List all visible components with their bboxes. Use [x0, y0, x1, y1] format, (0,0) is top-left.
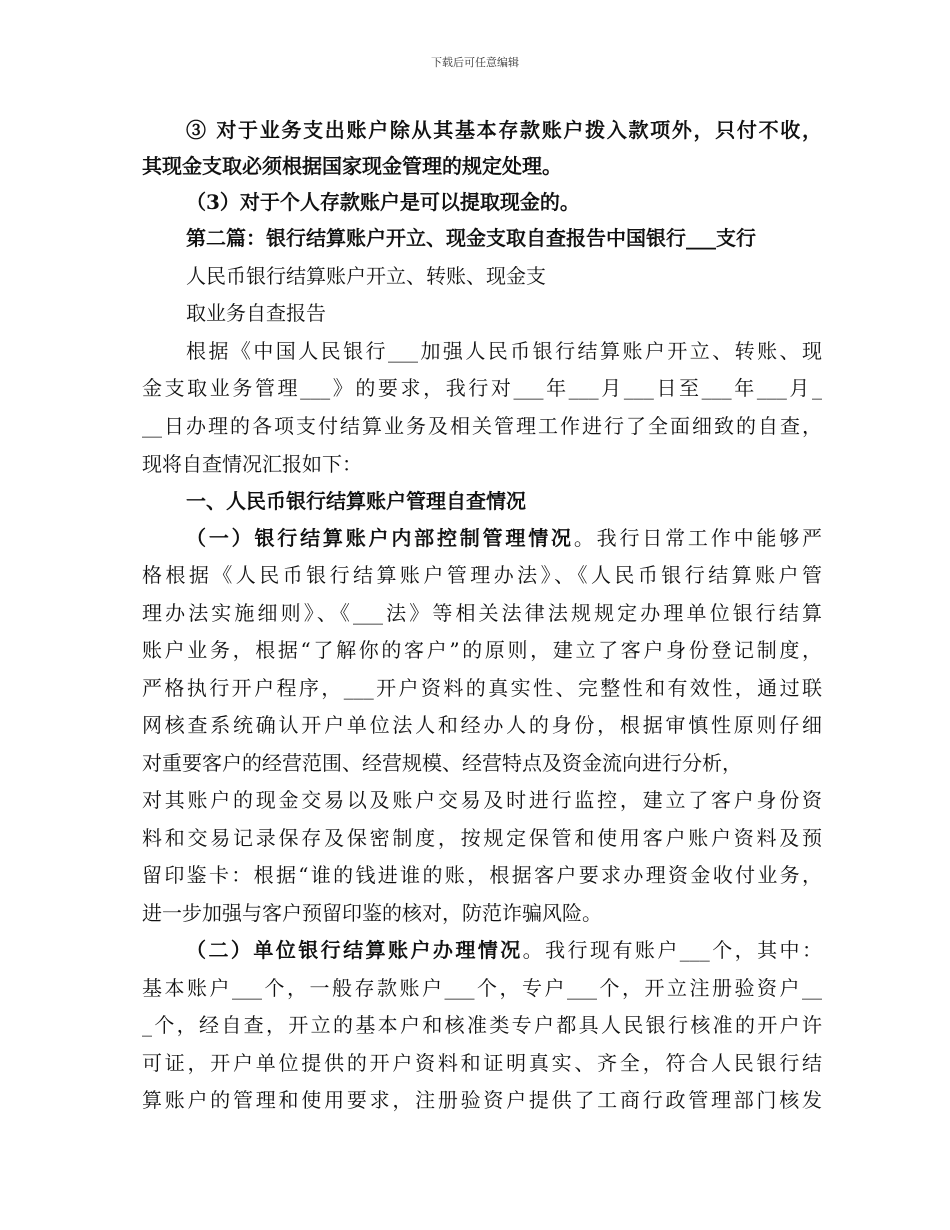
- text-line: __日办理的各项支付结算业务及相关管理工作进行了全面细致的自查，: [142, 414, 822, 438]
- page-header: 下载后可任意编辑: [431, 56, 519, 69]
- text-line: 其现金支取必须根据国家现金管理的规定处理。: [142, 154, 562, 178]
- text-line: 人民币银行结算账户开立、转账、现金支: [186, 264, 546, 288]
- text-line: 对其账户的现金交易以及账户交易及时进行监控，建立了客户身份资: [142, 788, 822, 812]
- text-line: 基本账户___个，一般存款账户___个，专户___个，开立注册验资户__: [142, 976, 822, 1000]
- text-line: 账户业务，根据“了解你的客户”的原则，建立了客户身份登记制度，: [142, 638, 822, 662]
- text-line: 根据《中国人民银行___加强人民币银行结算账户开立、转账、现: [186, 339, 822, 363]
- text-line: 严格执行开户程序，___开户资料的真实性、完整性和有效性，通过联: [142, 676, 822, 700]
- text-line: [186, 936, 822, 964]
- section-heading: 一、人民币银行结算账户管理自查情况: [186, 489, 526, 513]
- text-line: 理办法实施细则》、《___法》等相关法律法规规定办理单位银行结算: [142, 601, 822, 625]
- text-line: 留印鉴卡：根据“谁的钱进谁的账，根据客户要求办理资金收付业务，: [142, 863, 822, 887]
- text-line: [186, 524, 822, 552]
- text-line: 格根据《人民币银行结算账户管理办法》、《人民币银行结算账户管: [142, 563, 822, 587]
- text-line: （3）对于个人存款账户是可以提取现金的。: [186, 190, 580, 214]
- section-heading: 第二篇：银行结算账户开立、现金支取自查报告中国银行___支行: [186, 226, 756, 250]
- text-line: 金支取业务管理___》的要求，我行对___年___月___日至___年___月_: [142, 376, 822, 400]
- subsection-heading: （二）单位银行结算账户办理情况: [186, 938, 523, 962]
- text-line: 对重要客户的经营范围、经营规模、经营特点及资金流向进行分析，: [142, 751, 742, 775]
- text-line: 网核查系统确认开户单位法人和经办人的身份，根据审慎性原则仔细: [142, 713, 822, 737]
- text-line: 料和交易记录保存及保密制度，按规定保管和使用客户账户资料及预: [142, 826, 822, 850]
- text-line: ③ 对于业务支出账户除从其基本存款账户拨入款项外，只付不收，: [186, 118, 822, 142]
- text-line: 现将自查情况汇报如下：: [142, 452, 362, 476]
- text-line: 可证，开户单位提供的开户资料和证明真实、齐全，符合人民银行结: [142, 1051, 822, 1075]
- subsection-heading: （一）银行结算账户内部控制管理情况: [186, 526, 574, 550]
- text-line: 取业务自查报告: [186, 301, 326, 325]
- text-line: _个，经自查，开立的基本户和核准类专户都具人民银行核准的开户许: [142, 1013, 822, 1037]
- text-line: 进一步加强与客户预留印鉴的核对，防范诈骗风险。: [142, 901, 602, 925]
- text-line: 算账户的管理和使用要求，注册验资户提供了工商行政管理部门核发: [142, 1088, 822, 1112]
- text-span: 。我行现有账户___个，其中：: [522, 938, 823, 962]
- text-span: 。我行日常工作中能够严: [573, 526, 823, 550]
